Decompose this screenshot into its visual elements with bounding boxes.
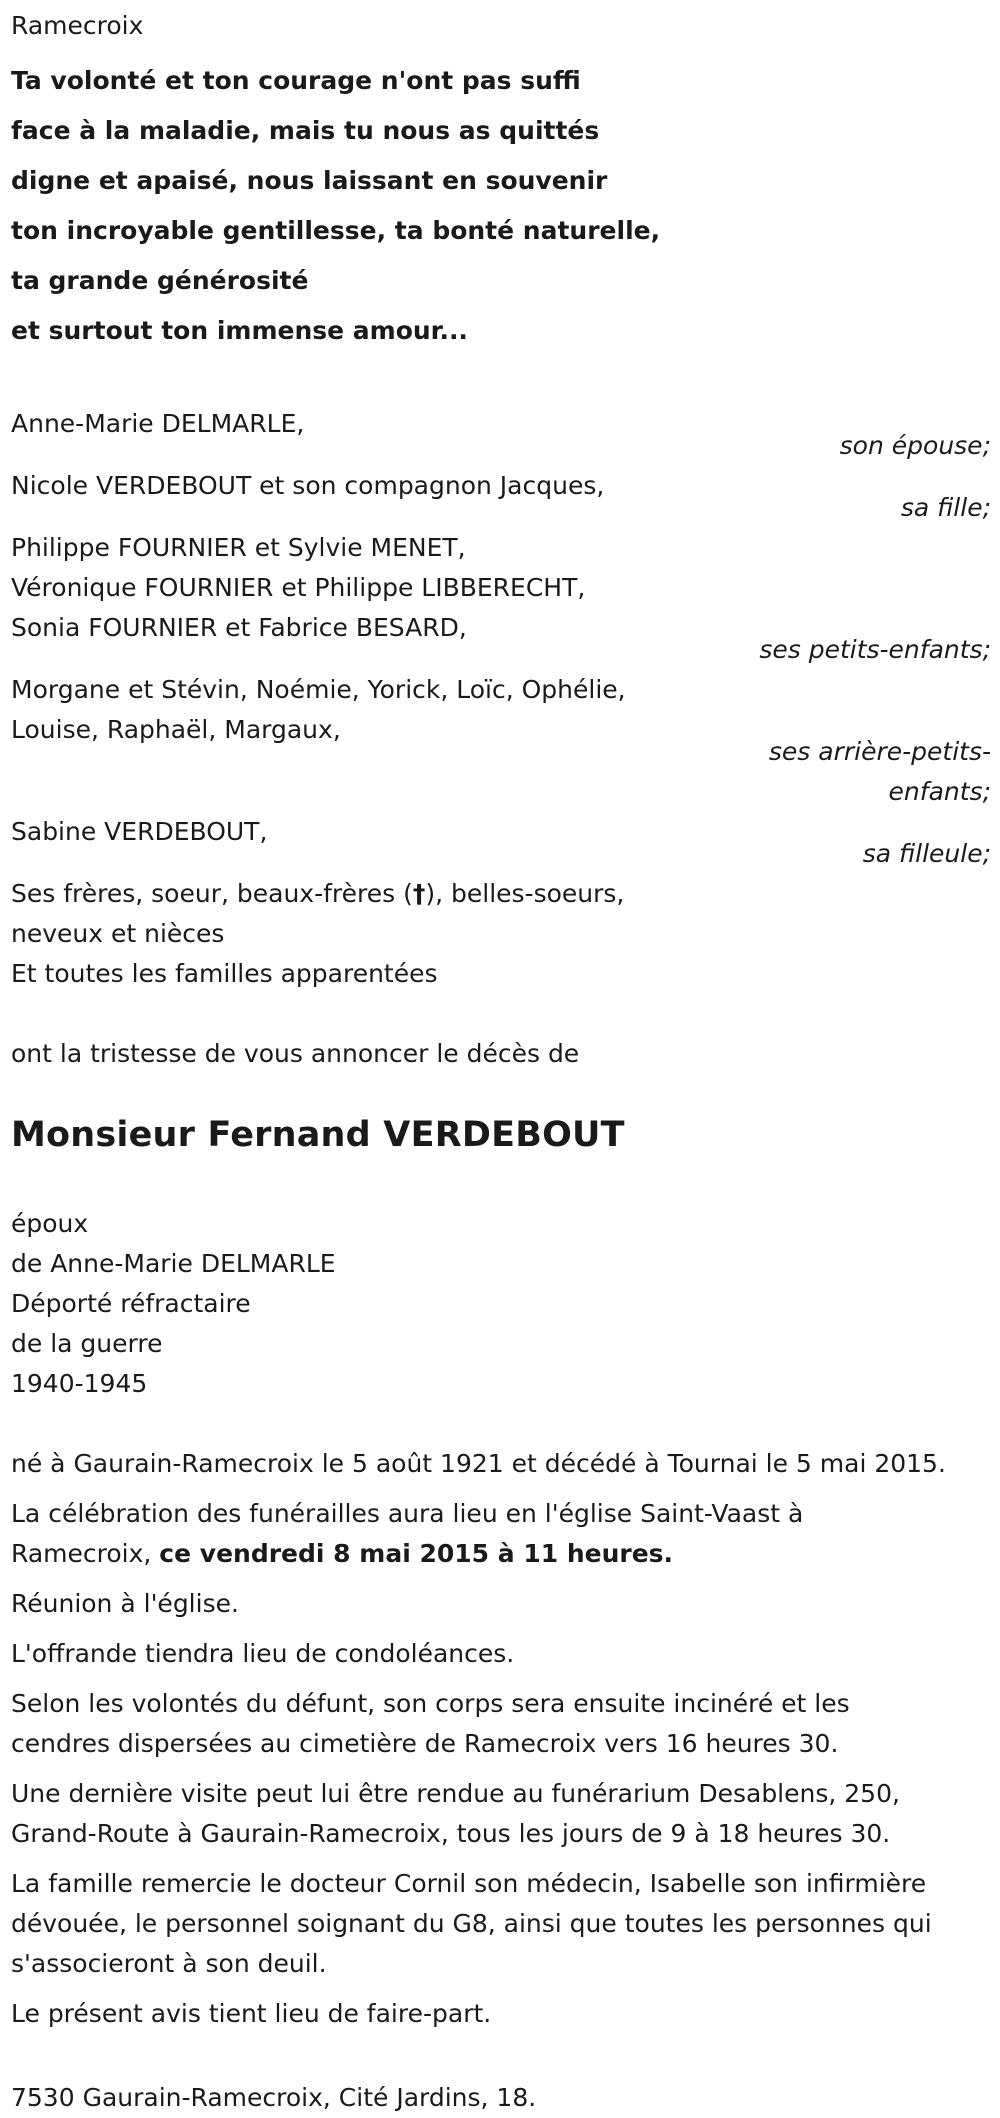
title-line: de Anne-Marie DELMARLE bbox=[11, 1249, 336, 1278]
daughter-entry bbox=[11, 466, 991, 522]
poem-line: face à la maladie, mais tu nous as quittés bbox=[11, 116, 600, 145]
relatives-entry bbox=[11, 874, 991, 994]
thanks-paragraph bbox=[11, 1864, 991, 1984]
great-grandchildren-line: Louise, Raphaël, Margaux, bbox=[11, 715, 341, 744]
location-heading: Ramecroix bbox=[11, 11, 144, 40]
poem-line: Ta volonté et ton courage n'ont pas suffi bbox=[11, 66, 581, 95]
title-line: époux bbox=[11, 1209, 89, 1238]
ceremony-paragraph bbox=[11, 1494, 991, 1574]
ceremony-line bbox=[11, 1534, 991, 1574]
meeting-paragraph bbox=[11, 1584, 991, 1624]
ceremony-line: La célébration des funérailles aura lieu en l'église Saint-Vaast à bbox=[11, 1499, 804, 1528]
daughter-role: sa fille; bbox=[900, 493, 991, 522]
great-grandchildren-line: Morgane et Stévin, Noémie, Yorick, Loïc, Ophélie, bbox=[11, 675, 626, 704]
great-grandchildren-entry bbox=[11, 670, 991, 806]
grandchildren-line: Philippe FOURNIER et Sylvie MENET, bbox=[11, 533, 466, 562]
daughter-name: Nicole VERDEBOUT et son compagnon Jacques, bbox=[11, 471, 605, 500]
relatives-text: Ses frères, soeur, beaux-frères ( bbox=[11, 879, 413, 908]
poem-line: digne et apaisé, nous laissant en souvenir bbox=[11, 166, 608, 195]
title-line: Déporté réfractaire bbox=[11, 1289, 251, 1318]
grandchildren-line: Sonia FOURNIER et Fabrice BESARD, bbox=[11, 613, 467, 642]
visit-line: Une dernière visite peut lui être rendue au funérarium Desablens, 250, bbox=[11, 1779, 900, 1808]
obituary-notice bbox=[11, 6, 991, 2118]
visit-paragraph bbox=[11, 1774, 991, 1854]
notice-line: Le présent avis tient lieu de faire-part. bbox=[11, 1999, 492, 2028]
goddaughter-name: Sabine VERDEBOUT, bbox=[11, 817, 268, 846]
cremation-paragraph bbox=[11, 1684, 991, 1764]
spouse-name: Anne-Marie DELMARLE, bbox=[11, 409, 305, 438]
title-line: de la guerre bbox=[11, 1329, 163, 1358]
thanks-line: La famille remercie le docteur Cornil son médecin, Isabelle son infirmière bbox=[11, 1869, 927, 1898]
birth-death-paragraph bbox=[11, 1444, 991, 1484]
poem-line: et surtout ton immense amour... bbox=[11, 316, 468, 345]
deceased-name: Monsieur Fernand VERDEBOUT bbox=[11, 1115, 625, 1155]
spouse-role: son épouse; bbox=[839, 431, 991, 460]
grandchildren-entry bbox=[11, 528, 991, 664]
ceremony-place: Ramecroix, bbox=[11, 1539, 152, 1568]
cremation-line: Selon les volontés du défunt, son corps sera ensuite incinéré et les bbox=[11, 1689, 850, 1718]
birth-death-line: né à Gaurain-Ramecroix le 5 août 1921 et décédé à Tournai le 5 mai 2015. bbox=[11, 1449, 946, 1478]
tribute-poem bbox=[11, 56, 991, 356]
meeting-line: Réunion à l'église. bbox=[11, 1589, 239, 1618]
goddaughter-role: sa filleule; bbox=[862, 839, 991, 868]
great-grandchildren-role-line1: ses arrière-petits- bbox=[768, 737, 991, 766]
family-address: 7530 Gaurain-Ramecroix, Cité Jardins, 18. bbox=[11, 2083, 537, 2112]
goddaughter-entry bbox=[11, 812, 991, 868]
ceremony-date: ce vendredi 8 mai 2015 à 11 heures. bbox=[159, 1539, 674, 1568]
grandchildren-line: Véronique FOURNIER et Philippe LIBBERECHT, bbox=[11, 573, 586, 602]
great-grandchildren-role-line2: enfants; bbox=[888, 777, 991, 806]
offering-line: L'offrande tiendra lieu de condoléances. bbox=[11, 1639, 515, 1668]
relatives-text: ), belles-soeurs, bbox=[425, 879, 625, 908]
relatives-line: Et toutes les familles apparentées bbox=[11, 959, 438, 988]
spouse-entry bbox=[11, 404, 991, 460]
relatives-line bbox=[11, 874, 731, 914]
notice-paragraph bbox=[11, 1994, 991, 2034]
thanks-line: s'associeront à son deuil. bbox=[11, 1949, 327, 1978]
title-line: 1940-1945 bbox=[11, 1369, 148, 1398]
thanks-line: dévouée, le personnel soignant du G8, ainsi que toutes les personnes qui bbox=[11, 1909, 932, 1938]
relatives-line: neveux et nièces bbox=[11, 919, 225, 948]
deceased-titles bbox=[11, 1204, 991, 1404]
poem-line: ta grande générosité bbox=[11, 266, 309, 295]
funeral-details bbox=[11, 1444, 991, 2034]
family-list bbox=[11, 404, 991, 994]
grandchildren-role: ses petits-enfants; bbox=[759, 635, 991, 664]
poem-line: ton incroyable gentillesse, ta bonté naturelle, bbox=[11, 216, 661, 245]
offering-paragraph bbox=[11, 1634, 991, 1674]
announcement: ont la tristesse de vous annoncer le décès de bbox=[11, 1039, 580, 1068]
cross-icon: † bbox=[412, 879, 426, 908]
cremation-line: cendres dispersées au cimetière de Ramecroix vers 16 heures 30. bbox=[11, 1729, 839, 1758]
visit-line: Grand-Route à Gaurain-Ramecroix, tous les jours de 9 à 18 heures 30. bbox=[11, 1819, 891, 1848]
